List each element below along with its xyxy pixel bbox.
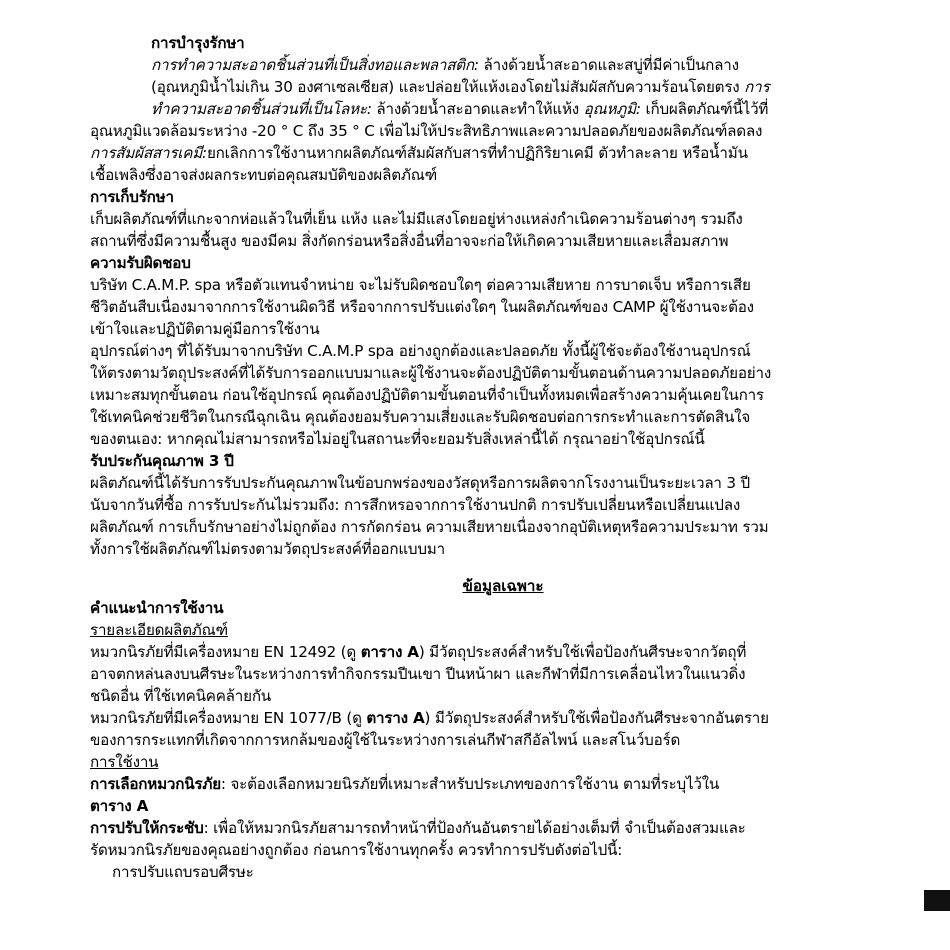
helmet-en12492-line-3: ชนิดอื่น ที่ใช้เทคนิคคล้ายกัน bbox=[90, 687, 271, 705]
warranty-line-1: ผลิตภัณฑ์นี้ได้รับการรับประกันคุณภาพในข้อบกพร่องของวัสดุหรือการผลิตจากโรงงานเป็นระยะเวลา 3 ปี bbox=[90, 474, 750, 492]
storage-line-2: สถานที่ซึ่งมีความชื้นสูง ของมีคม สิ่งกัดกร่อนหรือสิ่งอื่นที่อาจจะก่อให้เกิดความเสียหายและเสื่อมสภาพ bbox=[90, 232, 729, 250]
storage-heading: การเก็บรักษา bbox=[90, 188, 174, 206]
fit-adjust-label: การปรับให้กระชับ bbox=[90, 819, 204, 837]
warranty-line-2: นับจากวันที่ซื้อ การรับประกันไม่รวมถึง: การสึกหรอจากการใช้งานปกติ การปรับเปลี่ยนหรือเปลี่ยนแปลง bbox=[90, 496, 741, 514]
helmet-choice-label: การเลือกหมวกนิรภัย bbox=[90, 775, 221, 793]
maintenance-temperature-line: อุณหภูมิแวดล้อมระหว่าง -20 ° C ถึง 35 ° C เพื่อไม่ให้ประสิทธิภาพและความปลอดภัยของผลิตภัณฑ์ลดลง bbox=[90, 122, 763, 140]
helmet-en1077-line-1: หมวกนิรภัยที่มีเครื่องหมาย EN 1077/B (ดู ตาราง A) มีวัตถุประสงค์สำหรับใช้เพื่อป้องกันศีรษะจากอันตราย bbox=[90, 709, 769, 727]
maintenance-fabric-line-1: การทำความสะอาดชิ้นส่วนที่เป็นสิ่งทอและพลาสติก: ล้างด้วยน้ำสะอาดและสบู่ที่มีค่าเป็นกลาง bbox=[151, 56, 739, 74]
product-details-heading: รายละเอียดผลิตภัณฑ์ bbox=[90, 621, 228, 639]
warranty-heading: รับประกันคุณภาพ 3 ปี bbox=[90, 452, 234, 470]
headband-adjust-item: การปรับแถบรอบศีรษะ bbox=[112, 863, 254, 881]
storage-line-1: เก็บผลิตภัณฑ์ที่แกะจากห่อแล้วในที่เย็น แห้ง และไม่มีแสงโดยอยู่ห่างแหล่งกำเนิดความร้อนต่างๆ รวมถึง bbox=[90, 210, 743, 228]
liability-line-4: อุปกรณ์ต่างๆ ที่ได้รับมาจากบริษัท C.A.M.P spa อย่างถูกต้องและปลอดภัย ทั้งนี้ผู้ใช้จะต้องใช้งานอุปกรณ์ bbox=[90, 342, 751, 360]
liability-heading: ความรับผิดชอบ bbox=[90, 254, 191, 272]
liability-line-1: บริษัท C.A.M.P. spa หรือตัวแทนจำหน่าย จะไม่รับผิดชอบใดๆ ต่อความเสียหาย การบาดเจ็บ หรือการเสีย bbox=[90, 276, 751, 294]
maintenance-chemical-line-1: การสัมผัสสารเคมี:ยกเลิกการใช้งานหากผลิตภัณฑ์สัมผัสกับสารที่ทำปฏิกิริยาเคมี ตัวทำละลาย หรือน้ำมัน bbox=[90, 144, 748, 162]
liability-line-6: เหมาะสมทุกขั้นตอน ก่อนใช้อุปกรณ์ คุณต้องปฏิบัติตามขั้นตอนที่จำเป็นทั้งหมดเพื่อสร้างความคุ้นเคยในการ bbox=[90, 386, 764, 404]
maintenance-metal-line: ทำความสะอาดชิ้นส่วนที่เป็นโลหะ: ล้างด้วยน้ำสะอาดและทำให้แห้ง อุณหภูมิ: เก็บผลิตภัณฑ์นี้ไว้ที่ bbox=[151, 100, 769, 118]
metal-cleaning-label: ทำความสะอาดชิ้นส่วนที่เป็นโลหะ: bbox=[151, 100, 372, 118]
liability-line-5: ให้ตรงตามวัตถุประสงค์ที่ได้รับการออกแบบมาและผู้ใช้งานจะต้องปฏิบัติตามขั้นตอนด้านความปลอดภัยอย่าง bbox=[90, 364, 772, 382]
usage-heading: การใช้งาน bbox=[90, 753, 159, 771]
specific-info-heading: ข้อมูลเฉพาะ bbox=[462, 577, 544, 595]
table-a-line: ตาราง A bbox=[90, 797, 149, 815]
maintenance-heading: การบำรุงรักษา bbox=[151, 34, 245, 52]
temperature-label: อุณหภูมิ: bbox=[583, 100, 641, 118]
table-a-reference: ตาราง A bbox=[366, 709, 425, 727]
liability-line-7: ใช้เทคนิคช่วยชีวิตในกรณีฉุกเฉิน คุณต้องยอมรับความเสี่ยงและรับผิดชอบต่อการกระทำและการตัดสินใจ bbox=[90, 408, 751, 426]
liability-line-2: ชีวิตอันสืบเนื่องมาจากการใช้งานผิดวิธี หรือจากการปรับแต่งใดๆ ในผลิตภัณฑ์ของ CAMP ผู้ใช้งานจะต้อง bbox=[90, 298, 754, 316]
maintenance-chemical-line-2: เชื้อเพลิงซึ่งอาจส่งผลกระทบต่อคุณสมบัติของผลิตภัณฑ์ bbox=[90, 166, 437, 184]
instructions-heading: คำแนะนำการใช้งาน bbox=[90, 599, 224, 617]
warranty-line-4: ทั้งการใช้ผลิตภัณฑ์ไม่ตรงตามวัตถุประสงค์ที่ออกแบบมา bbox=[90, 540, 445, 558]
helmet-en12492-line-1: หมวกนิรภัยที่มีเครื่องหมาย EN 12492 (ดู ตาราง A) มีวัตถุประสงค์สำหรับใช้เพื่อป้องกันศีรษะจากวัตถุที่ bbox=[90, 643, 747, 661]
helmet-en1077-line-2: ของการกระแทกที่เกิดจากการหกล้มของผู้ใช้ในระหว่างการเล่นกีฬาสกีอัลไพน์ และสโนว์บอร์ด bbox=[90, 731, 681, 749]
specific-info-heading-row bbox=[0, 575, 950, 597]
table-a-reference: ตาราง A bbox=[360, 643, 419, 661]
liability-line-3: เข้าใจและปฏิบัติตามคู่มือการใช้งาน bbox=[90, 320, 320, 338]
helmet-choice-line: การเลือกหมวกนิรภัย: จะต้องเลือกหมวยนิรภัยที่เหมาะสำหรับประเภทของการใช้งาน ตามที่ระบุไว้ใน bbox=[90, 775, 720, 793]
page-edge-marker bbox=[924, 890, 950, 911]
chemical-contact-label: การสัมผัสสารเคมี: bbox=[90, 144, 207, 162]
fit-adjust-line-1: การปรับให้กระชับ: เพื่อให้หมวกนิรภัยสามารถทำหน้าที่ป้องกันอันตรายได้อย่างเต็มที่ จำเป็นต้องสวมและ bbox=[90, 819, 746, 837]
fit-adjust-line-2: รัดหมวกนิรภัยของคุณอย่างถูกต้อง ก่อนการใช้งานทุกครั้ง ควรทำการปรับดังต่อไปนี้: bbox=[90, 841, 623, 859]
liability-line-8: ของตนเอง: หากคุณไม่สามารถหรือไม่อยู่ในสถานะที่จะยอมรับสิ่งเหล่านี้ได้ กรุณาอย่าใช้อุปกรณ์นี้ bbox=[90, 430, 705, 448]
maintenance-fabric-line-2: (อุณหภูมิน้ำไม่เกิน 30 องศาเซลเซียส) และปล่อยให้แห้งเองโดยไม่สัมผัสกับความร้อนโดยตรง การ bbox=[151, 78, 770, 96]
helmet-en12492-line-2: อาจตกหล่นลงบนศีรษะในระหว่างการทำกิจกรรมปีนเขา ปีนหน้าผา และกีฬาที่มีการเคลื่อนไหวในแนวดิ่ง bbox=[90, 665, 746, 683]
fabric-cleaning-label: การทำความสะอาดชิ้นส่วนที่เป็นสิ่งทอและพลาสติก: bbox=[151, 56, 479, 74]
warranty-line-3: ผลิตภัณฑ์ การเก็บรักษาอย่างไม่ถูกต้อง การกัดกร่อน ความเสียหายเนื่องจากอุบัติเหตุหรือความประมาท รวม bbox=[90, 518, 769, 536]
